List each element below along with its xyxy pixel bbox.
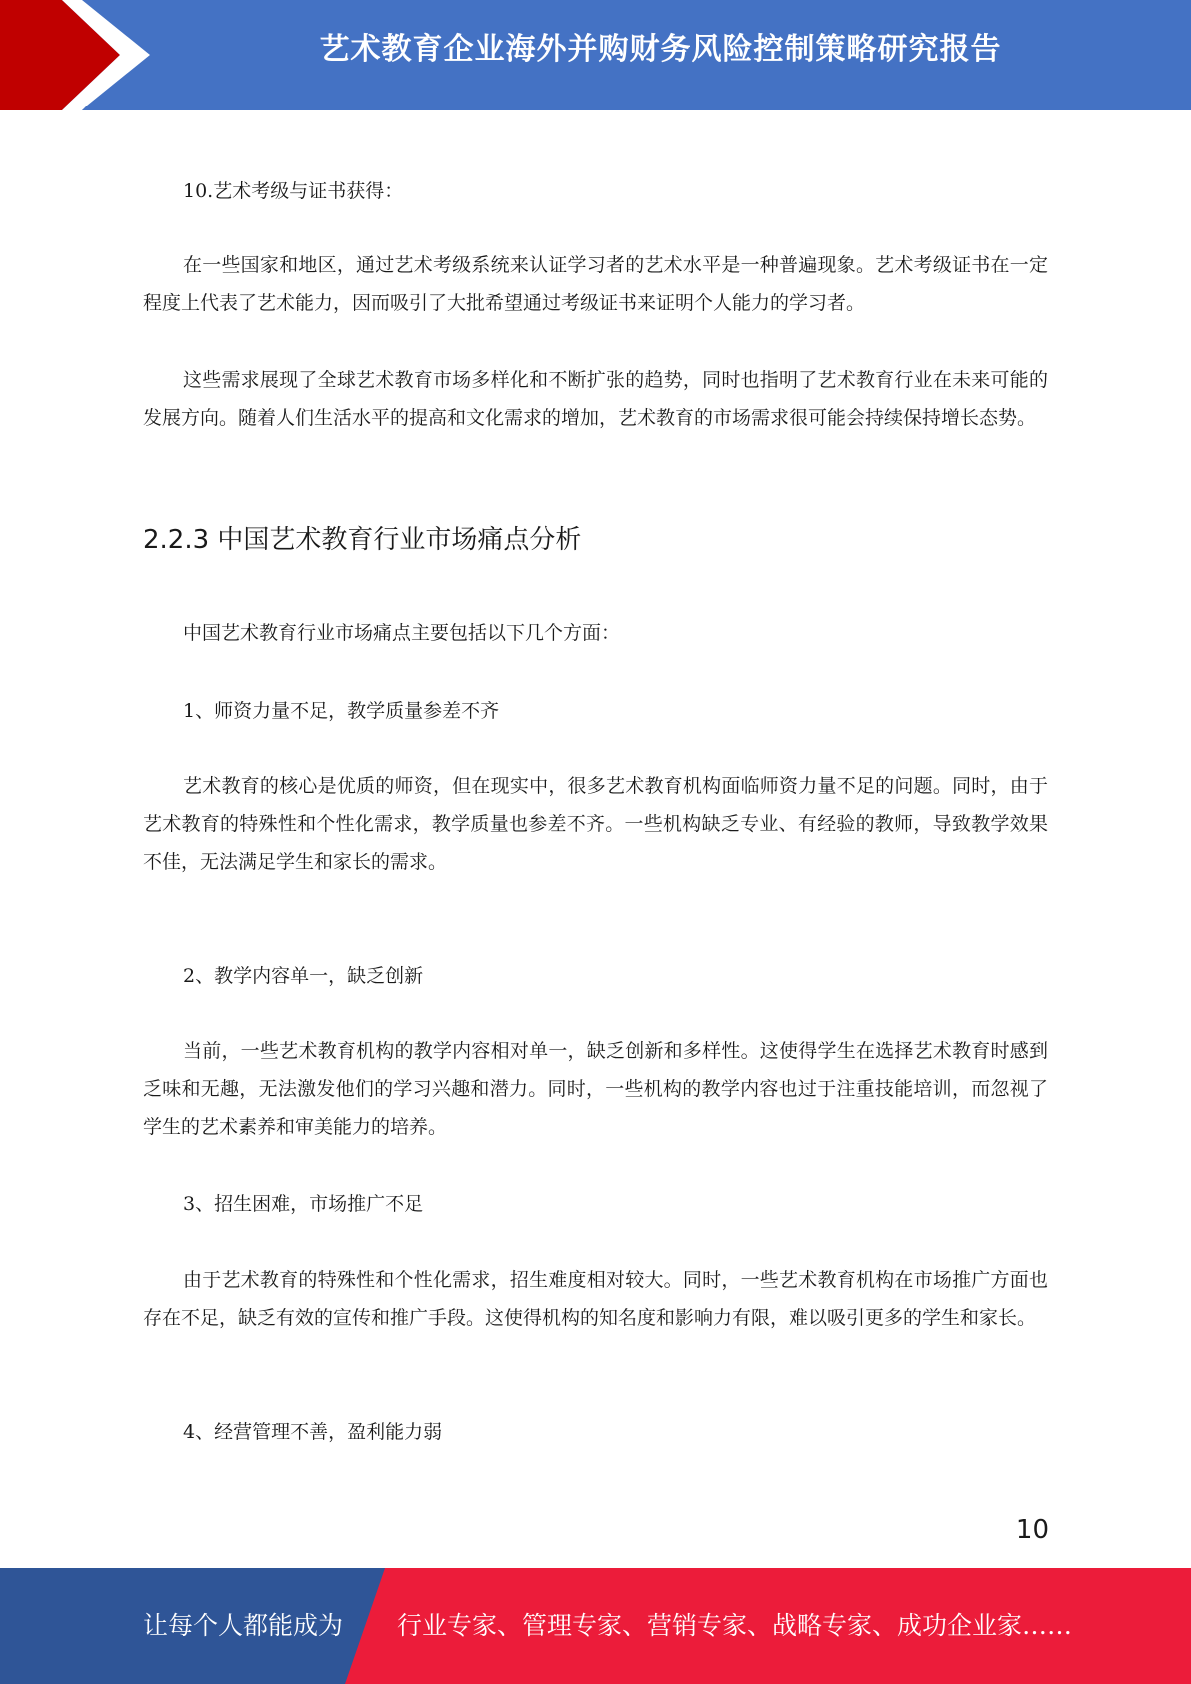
list-item-enrollment: 3、招生困难，市场推广不足 (183, 1193, 424, 1215)
header-bar-edge (82, 106, 1191, 110)
header-title: 艺术教育企业海外并购财务风险控制策略研究报告 (319, 32, 1002, 67)
list-item-content: 2、教学内容单一，缺乏创新 (183, 965, 424, 987)
paragraph-teachers: 艺术教育的核心是优质的师资，但在现实中，很多艺术教育机构面临师资力量不足的问题。同时，由于艺术教育的特殊性和个性化需求，教学质量也参差不齐。一些机构缺乏专业、有经验的教师，导致教学效果不佳，无法满足学生和家长的需求。 (143, 775, 1048, 873)
paragraph-exam: 在一些国家和地区，通过艺术考级系统来认证学习者的艺术水平是一种普遍现象。艺术考级证书在一定程度上代表了艺术能力，因而吸引了大批希望通过考级证书来证明个人能力的学习者。 (143, 254, 1048, 314)
list-item-exam: 10.艺术考级与证书获得： (183, 180, 404, 202)
page-header (0, 0, 1191, 110)
page-number: 10 (1015, 1515, 1049, 1545)
section-heading: 2.2.3 中国艺术教育行业市场痛点分析 (143, 525, 582, 555)
list-item-management: 4、经营管理不善，盈利能力弱 (183, 1421, 443, 1443)
paragraph-enrollment: 由于艺术教育的特殊性和个性化需求，招生难度相对较大。同时，一些艺术教育机构在市场推广方面也存在不足，缺乏有效的宣传和推广手段。这使得机构的知名度和影响力有限，难以吸引更多的学生和家长。 (143, 1269, 1048, 1329)
footer-slogan-right: 行业专家、管理专家、营销专家、战略专家、成功企业家…… (397, 1611, 1073, 1640)
paragraph-demand-trend: 这些需求展现了全球艺术教育市场多样化和不断扩张的趋势，同时也指明了艺术教育行业在未来可能的发展方向。随着人们生活水平的提高和文化需求的增加，艺术教育的市场需求很可能会持续保持增长态势。 (143, 369, 1048, 429)
list-item-teachers: 1、师资力量不足，教学质量参差不齐 (183, 700, 500, 722)
paragraph-content: 当前，一些艺术教育机构的教学内容相对单一，缺乏创新和多样性。这使得学生在选择艺术教育时感到乏味和无趣，无法激发他们的学习兴趣和潜力。同时，一些机构的教学内容也过于注重技能培训，而忽视了学生的艺术素养和审美能力的培养。 (143, 1040, 1048, 1138)
page-footer (0, 1568, 1191, 1684)
paragraph-intro: 中国艺术教育行业市场痛点主要包括以下几个方面： (183, 622, 621, 644)
footer-slogan-left: 让每个人都能成为 (143, 1611, 344, 1640)
